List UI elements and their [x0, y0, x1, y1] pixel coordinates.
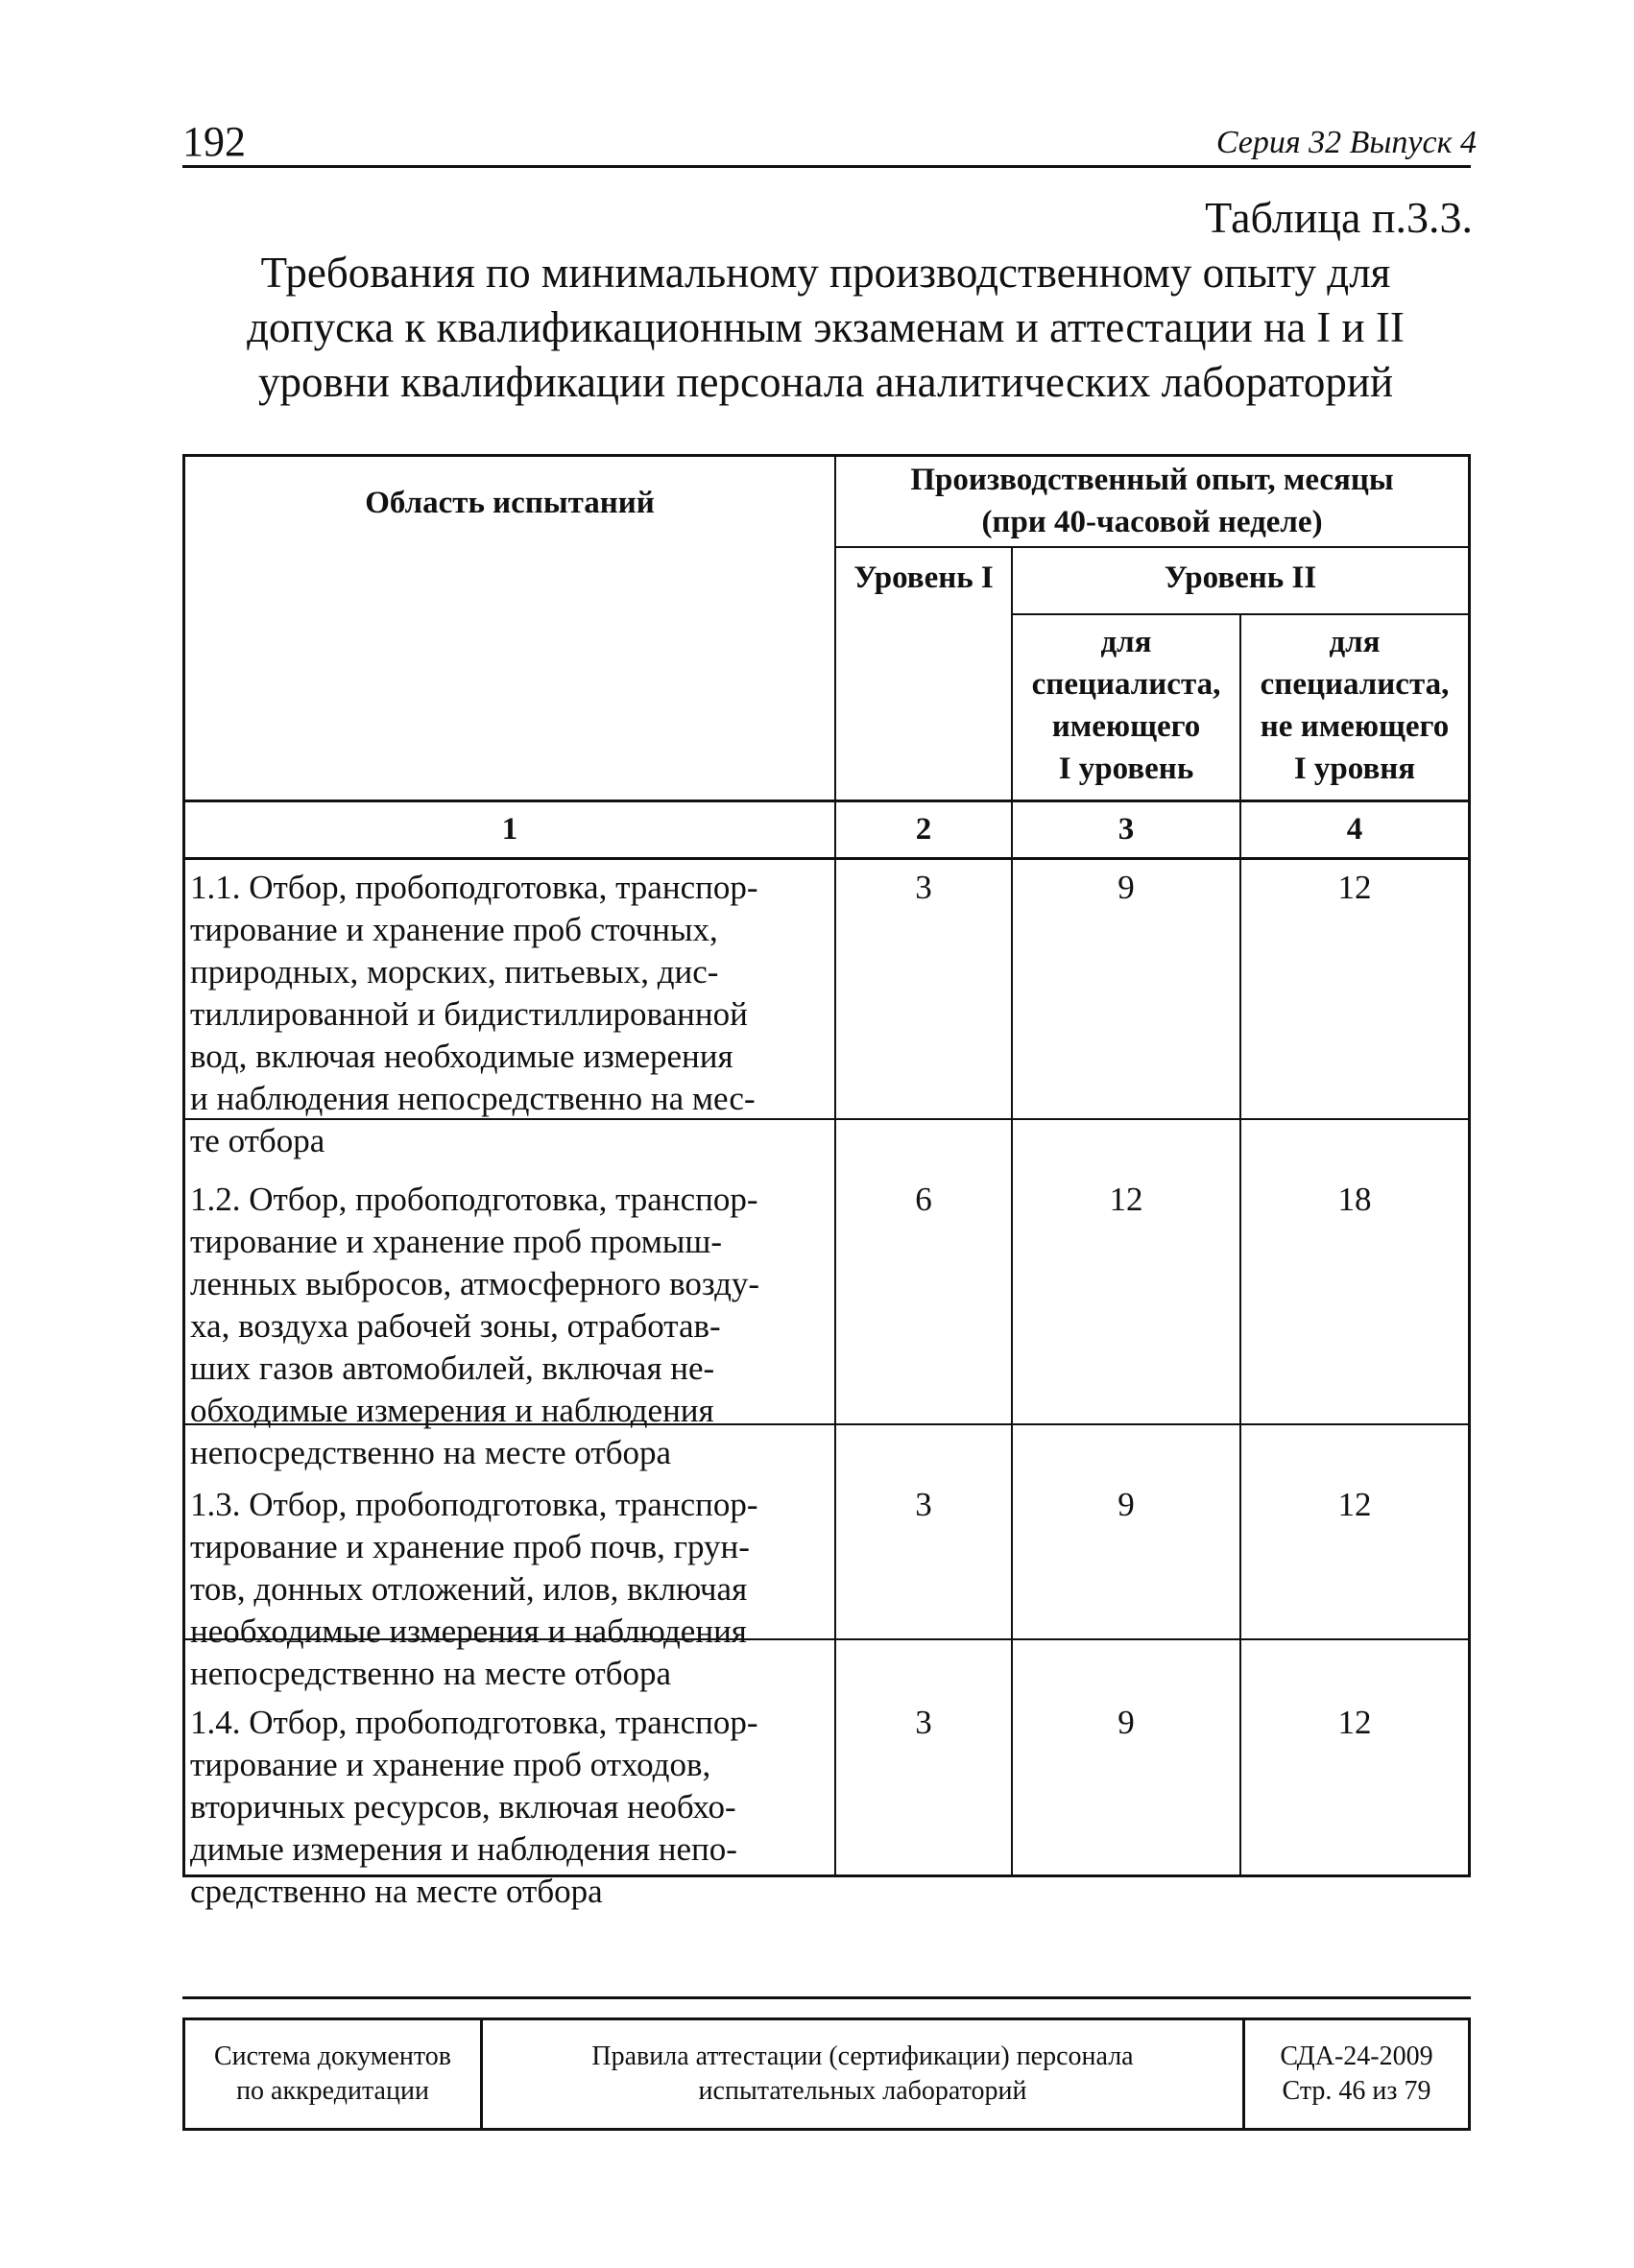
cell-level2-without: 12 [1337, 1704, 1372, 1741]
header-line: для [1329, 625, 1381, 659]
column-number: 2 [915, 812, 932, 847]
footer-line: Стр. 46 из 79 [1282, 2076, 1431, 2106]
cell-level1: 3 [915, 1704, 932, 1741]
header-line: для [1100, 625, 1152, 659]
col-header-experience [836, 459, 1468, 543]
footer-line: Система документов [213, 2041, 451, 2071]
area-text-line: непосредственно на месте отбора [190, 1434, 672, 1471]
area-text-line: 1.2. Отбор, пробоподготовка, транспор- [190, 1181, 758, 1218]
header-line: I уровня [1293, 752, 1416, 786]
footer-doc-code [1245, 2040, 1468, 2109]
footer-document-title [483, 2040, 1242, 2109]
cell-level2-without: 12 [1337, 869, 1372, 906]
area-text-line: вод, включая необходимые измерения [190, 1038, 733, 1075]
area-text-line: тиллированной и бидистиллированной [190, 995, 748, 1033]
area-text-line: тирование и хранение проб сточных, [190, 911, 718, 948]
cell-level2-with: 9 [1117, 1704, 1135, 1741]
table-border [182, 800, 1471, 802]
area-text-line: обходимые измерения и наблюдения [190, 1392, 714, 1429]
header-line: специалиста, [1260, 667, 1450, 702]
area-text-line: вторичных ресурсов, включая необхо- [190, 1788, 736, 1826]
cell-level2-with: 9 [1117, 869, 1135, 906]
footer-system [185, 2040, 480, 2109]
cell-level1: 6 [915, 1181, 932, 1218]
table-border [1468, 454, 1471, 1877]
table-label: Таблица п.3.3. [1205, 193, 1473, 242]
area-text-line: природных, морских, питьевых, дис- [190, 953, 719, 991]
area-text-line: тирование и хранение проб почв, грун- [190, 1528, 750, 1565]
col-header-area: Область испытаний [365, 486, 655, 520]
table-border [182, 454, 1471, 457]
series-label: Серия 32 Выпуск 4 [1215, 125, 1477, 160]
footer-rule [182, 1996, 1471, 1999]
table-border [1239, 613, 1241, 1877]
footer-border [182, 2128, 1471, 2131]
area-text-line: 1.4. Отбор, пробоподготовка, транспор- [190, 1704, 758, 1741]
area-text-line: тирование и хранение проб промыш- [190, 1223, 723, 1260]
table-border [182, 857, 1471, 860]
area-text-line: ленных выбросов, атмосферного возду- [190, 1265, 760, 1302]
header-line: I уровень [1058, 752, 1194, 786]
area-text-line: ших газов автомобилей, включая не- [190, 1349, 715, 1387]
page-number: 192 [182, 118, 246, 165]
title-line: уровни квалификации персонала аналитических лабораторий [257, 358, 1394, 406]
row-area-text [190, 1702, 758, 1913]
area-text-line: тов, донных отложений, илов, включая [190, 1570, 748, 1608]
cell-level2-with: 12 [1109, 1181, 1143, 1218]
area-text-line: 1.1. Отбор, пробоподготовка, транспор- [190, 869, 758, 906]
footer-line: по аккредитации [236, 2076, 429, 2106]
table-title [182, 246, 1469, 410]
header-line: специалиста, [1031, 667, 1221, 702]
row-area-text [190, 1179, 759, 1474]
row-area-text [190, 1484, 758, 1695]
header-rule [182, 165, 1471, 168]
area-text-line: димые измерения и наблюдения непо- [190, 1830, 737, 1868]
area-text-line: те отбора [190, 1122, 325, 1159]
area-text-line: тирование и хранение проб отходов, [190, 1746, 711, 1783]
col-header-level2: Уровень II [1164, 561, 1317, 595]
area-text-line: необходимые измерения и наблюдения [190, 1612, 747, 1650]
col-header-level2-with [1013, 621, 1239, 790]
footer-line: СДА-24-2009 [1280, 2041, 1433, 2071]
cell-level2-without: 12 [1337, 1486, 1372, 1523]
footer-border [182, 2017, 1471, 2020]
footer-line: испытательных лабораторий [698, 2076, 1027, 2106]
header-line: не имеющего [1260, 709, 1450, 744]
title-line: допуска к квалификационным экзаменам и аттестации на I и II [247, 303, 1405, 351]
title-line: Требования по минимальному производственному опыту для [260, 249, 1391, 297]
column-number: 3 [1117, 812, 1135, 847]
column-number: 4 [1346, 812, 1363, 847]
cell-level1: 3 [915, 869, 932, 906]
cell-level1: 3 [915, 1486, 932, 1523]
footer-line: Правила аттестации (сертификации) персонала [591, 2041, 1134, 2071]
area-text-line: и наблюдения непосредственно на мес- [190, 1080, 756, 1117]
col-header-level2-without [1241, 621, 1468, 790]
area-text-line: непосредственно на месте отбора [190, 1655, 672, 1692]
table-border [182, 454, 185, 1877]
col-header-level1: Уровень I [853, 561, 994, 595]
cell-level2-without: 18 [1337, 1181, 1372, 1218]
header-line: Производственный опыт, месяцы [910, 463, 1394, 497]
header-line: имеющего [1051, 709, 1201, 744]
row-area-text [190, 867, 758, 1162]
column-number: 1 [501, 812, 518, 847]
area-text-line: ха, воздуха рабочей зоны, отработав- [190, 1307, 721, 1345]
table-border [834, 454, 836, 1877]
table-border [834, 546, 1471, 548]
area-text-line: средственно на месте отбора [190, 1873, 603, 1910]
footer-border [1468, 2017, 1471, 2131]
header-line: (при 40-часовой неделе) [981, 505, 1323, 539]
cell-level2-with: 9 [1117, 1486, 1135, 1523]
area-text-line: 1.3. Отбор, пробоподготовка, транспор- [190, 1486, 758, 1523]
